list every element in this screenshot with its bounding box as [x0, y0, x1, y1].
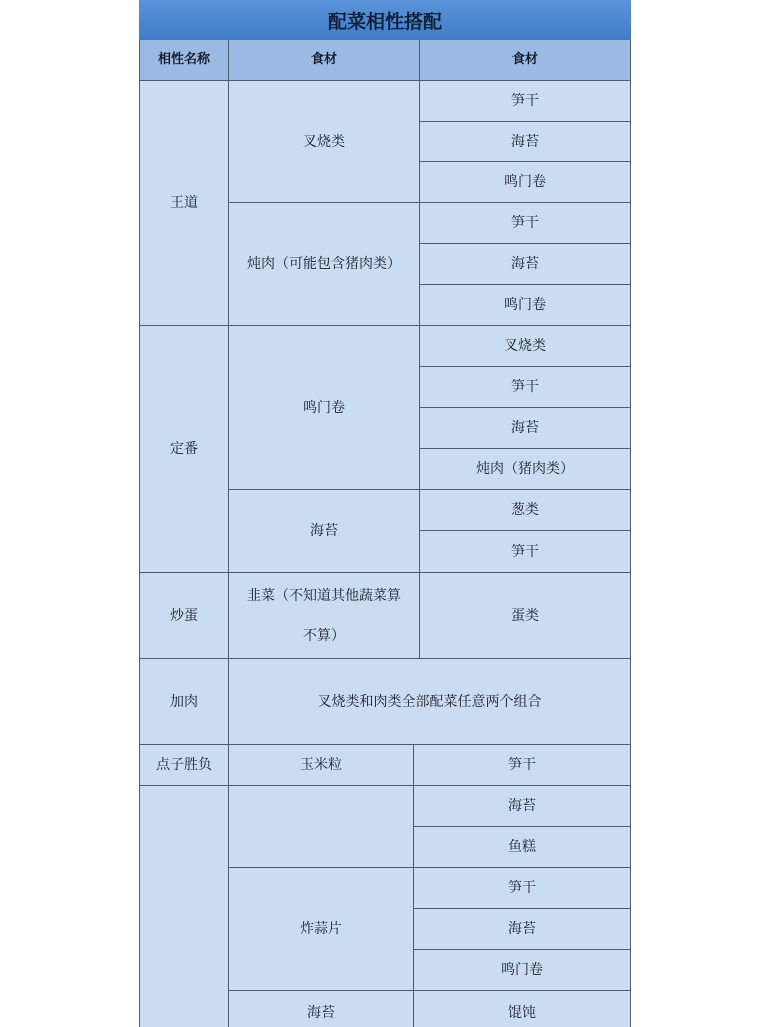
main-ingredient: 炖肉（可能包含猪肉类）	[229, 203, 420, 326]
header-ingredient-2: 食材	[420, 40, 631, 81]
group-name-dianzi: 点子胜负	[139, 745, 229, 786]
group-name-wangdao: 王道	[139, 81, 229, 326]
group-name-dingfan: 定番	[139, 326, 229, 573]
header-name: 相性名称	[139, 40, 229, 81]
pair-ingredient: 笋干	[420, 367, 631, 408]
main-ingredient	[229, 786, 414, 868]
pair-ingredient: 海苔	[420, 122, 631, 162]
header-ingredient-1: 食材	[229, 40, 420, 81]
pair-ingredient: 鸣门卷	[420, 162, 631, 203]
pair-ingredient: 叉烧类	[420, 326, 631, 367]
pair-ingredient: 笋干	[420, 531, 631, 573]
pairing-table	[139, 0, 631, 1027]
pair-ingredient: 鸣门卷	[420, 285, 631, 326]
pair-ingredient: 鸣门卷	[414, 950, 631, 991]
group-name-empty	[139, 786, 229, 1027]
main-ingredient-line: 韭菜（不知道其他蔬菜算	[247, 587, 401, 604]
pair-ingredient: 海苔	[414, 786, 631, 827]
main-ingredient: 叉烧类	[229, 81, 420, 203]
main-ingredient	[229, 573, 420, 659]
pair-ingredient: 鱼糕	[414, 827, 631, 868]
pair-ingredient: 笋干	[420, 81, 631, 122]
main-ingredient: 炸蒜片	[229, 868, 414, 991]
pair-ingredient: 笋干	[414, 745, 631, 786]
pair-ingredient: 笋干	[420, 203, 631, 244]
pair-ingredient: 馄饨	[414, 991, 631, 1027]
group-name-jiarou: 加肉	[139, 659, 229, 745]
pair-ingredient: 葱类	[420, 490, 631, 531]
pair-ingredient: 蛋类	[420, 573, 631, 659]
main-ingredient: 鸣门卷	[229, 326, 420, 490]
pair-ingredient: 笋干	[414, 868, 631, 909]
main-ingredient-line: 不算）	[303, 627, 345, 644]
main-ingredient: 海苔	[229, 991, 414, 1027]
group-name-chaodan: 炒蛋	[139, 573, 229, 659]
pair-ingredient: 海苔	[420, 244, 631, 285]
pair-ingredient: 海苔	[414, 909, 631, 950]
main-ingredient: 海苔	[229, 490, 420, 573]
table-title: 配菜相性搭配	[139, 0, 631, 40]
pair-ingredient: 炖肉（猪肉类）	[420, 449, 631, 490]
pair-ingredient: 海苔	[420, 408, 631, 449]
main-ingredient: 玉米粒	[229, 745, 414, 786]
combination-description: 叉烧类和肉类全部配菜任意两个组合	[229, 659, 631, 745]
